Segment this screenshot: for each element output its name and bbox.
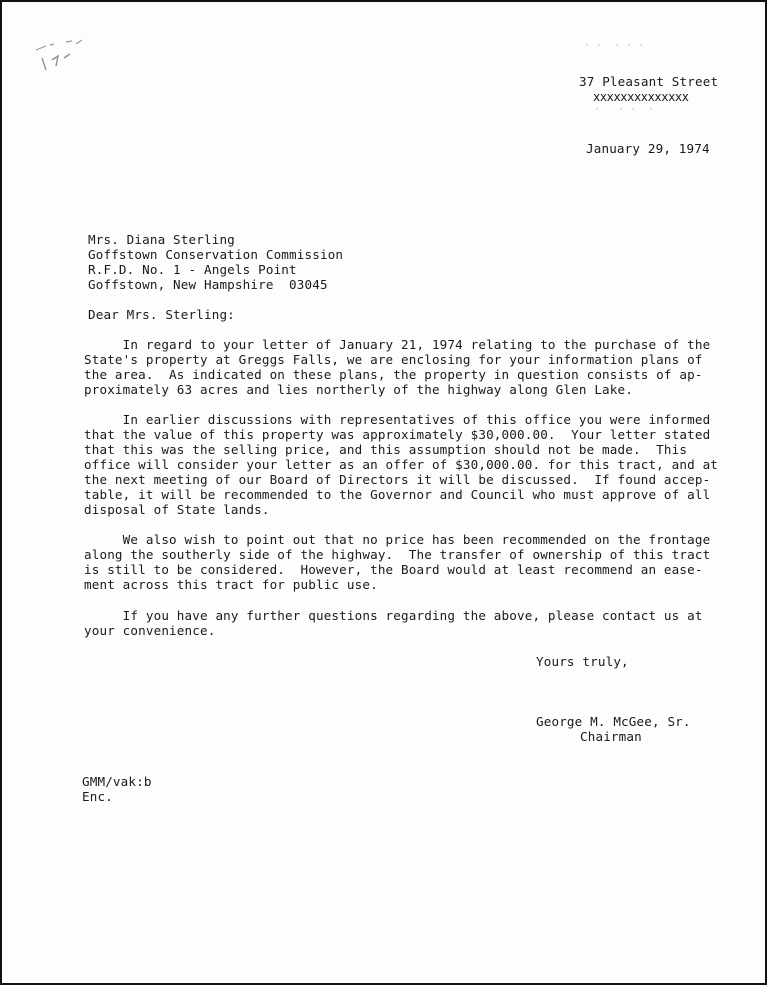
body-line: ment across this tract for public use. xyxy=(84,577,378,592)
body-line: table, it will be recommended to the Governor and Council who must approve of all xyxy=(84,487,711,502)
body-line: that the value of this property was approximately $30,000.00. Your letter stated xyxy=(84,427,711,442)
sender-street: 37 Pleasant Street xyxy=(579,74,719,89)
letter-date: January 29, 1974 xyxy=(586,141,710,156)
body-line: We also wish to point out that no price has been recommended on the frontage xyxy=(84,532,711,547)
body-line: If you have any further questions regarding the above, please contact us at xyxy=(84,608,703,623)
faint-mark: · · · · · xyxy=(584,40,645,51)
body-line: proximately 63 acres and lies northerly of the highway along Glen Lake. xyxy=(84,382,633,397)
signer-title: Chairman xyxy=(580,729,642,744)
recipient-name: Mrs. Diana Sterling xyxy=(88,232,235,247)
body-line: office will consider your letter as an offer of $30,000.00. for this tract, and at xyxy=(84,457,719,472)
complimentary-close: Yours truly, xyxy=(536,654,629,669)
recipient-organization: Goffstown Conservation Commission xyxy=(88,247,344,262)
body-line: is still to be considered. However, the Board would at least recommend an ease- xyxy=(84,562,703,577)
body-line: disposal of State lands. xyxy=(84,502,270,517)
handwritten-mark xyxy=(32,36,92,76)
body-line: that this was the selling price, and this assumption should not be made. This xyxy=(84,442,688,457)
body-line: In earlier discussions with representatives of this office you were informed xyxy=(84,412,711,427)
signer-name: George M. McGee, Sr. xyxy=(536,714,691,729)
body-line: the next meeting of our Board of Directors it will be discussed. If found accep- xyxy=(84,472,711,487)
body-line: your convenience. xyxy=(84,623,216,638)
reference-initials: GMM/vak:b xyxy=(82,774,152,789)
faint-mark: · · · · xyxy=(594,104,655,115)
body-line: the area. As indicated on these plans, the property in question consists of ap- xyxy=(84,367,703,382)
struck-out-line: xxxxxxxxxxxxxx xyxy=(593,90,689,104)
salutation: Dear Mrs. Sterling: xyxy=(88,307,235,322)
recipient-city: Goffstown, New Hampshire 03045 xyxy=(88,277,328,292)
enclosure-note: Enc. xyxy=(82,789,113,804)
body-line: State's property at Greggs Falls, we are enclosing for your information plans of xyxy=(84,352,703,367)
body-line: along the southerly side of the highway. The transfer of ownership of this tract xyxy=(84,547,711,562)
body-line: In regard to your letter of January 21, 1974 relating to the purchase of the xyxy=(84,337,711,352)
recipient-route: R.F.D. No. 1 - Angels Point xyxy=(88,262,297,277)
